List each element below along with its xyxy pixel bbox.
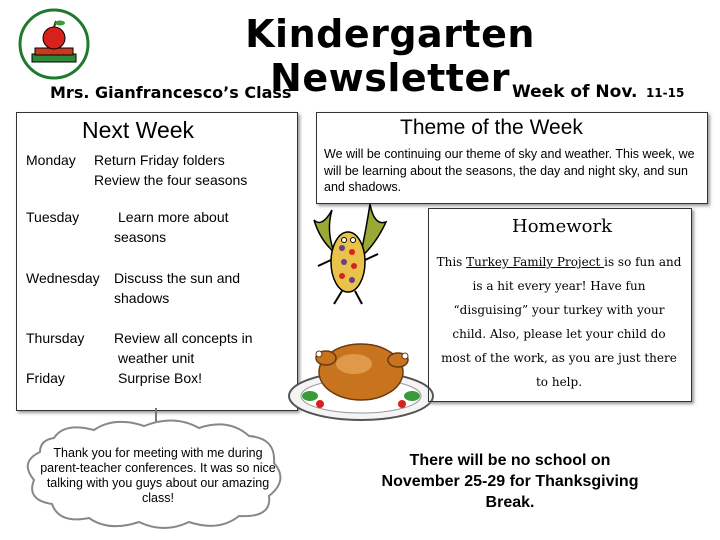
day-activities — [94, 150, 247, 190]
activity-line: Return Friday folders — [94, 152, 225, 168]
week-label: Week of Nov. — [512, 82, 638, 102]
newsletter-title: Kindergarten Newsletter — [245, 12, 535, 100]
apple-logo — [18, 8, 90, 80]
activity-line: Review the four seasons — [94, 172, 248, 188]
theme-text: We will be continuing our theme of sky and weather. This week, we will be learning about the seasons, the day and night sky, and sun and shadows. — [324, 147, 695, 194]
homework-text — [436, 250, 682, 394]
day-label: Monday — [26, 152, 76, 168]
theme-heading: Theme of the Week — [400, 116, 583, 139]
homework-text-start: This — [436, 255, 467, 269]
corn-character-image — [300, 200, 400, 310]
week-dates: 11-15 — [645, 86, 685, 100]
activity-line: seasons — [114, 229, 167, 245]
homework-heading: Homework — [512, 216, 613, 237]
next-week-heading: Next Week — [82, 117, 195, 143]
day-activities — [118, 368, 202, 388]
activity-line: Discuss the sun and — [114, 270, 241, 286]
activity-line: shadows — [114, 290, 170, 306]
activity-line: Review all concepts in — [114, 330, 253, 346]
cloud-message: Thank you for meeting with me during parent-teacher conferences. It was so nice talking with you guys about our amazing class! — [40, 446, 276, 505]
activity-line: weather unit — [118, 350, 195, 366]
roast-turkey-image — [286, 330, 436, 422]
day-label: Tuesday — [26, 209, 80, 225]
day-label: Wednesday — [26, 270, 100, 286]
week-of — [512, 82, 684, 102]
activity-line: Learn more about — [118, 209, 229, 225]
day-label: Friday — [26, 370, 65, 386]
day-label: Thursday — [26, 330, 85, 346]
day-activities — [114, 268, 240, 308]
day-activities — [114, 328, 253, 368]
no-school-notice: There will be no school on November 25-29 for Thanksgiving Break. — [381, 452, 639, 511]
activity-line: Surprise Box! — [118, 370, 203, 386]
turkey-project-name: Turkey Family Project — [466, 255, 605, 269]
day-activities — [114, 207, 229, 247]
class-name: Mrs. Gianfrancesco’s Class — [50, 83, 292, 102]
homework-text-rest: is so fun and is a hit every year! Have fun “disguising” your turkey with your child. Also, please let your child do most of the work, as you are just there to help. — [441, 255, 682, 389]
